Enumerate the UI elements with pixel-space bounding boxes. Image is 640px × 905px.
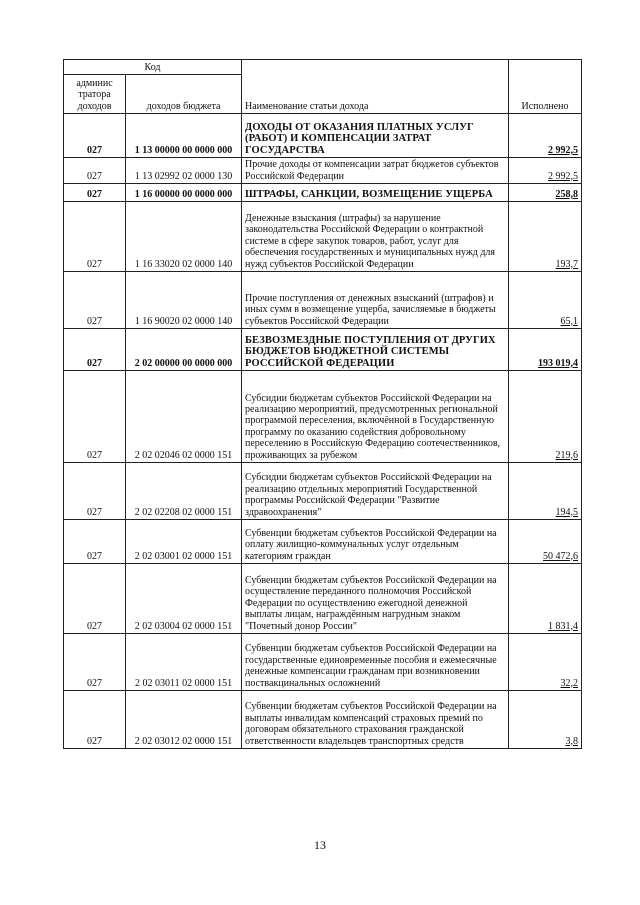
executed-amount-cell: 2 992,5 <box>509 158 582 184</box>
income-code-cell: 1 16 90020 02 0000 140 <box>126 272 242 329</box>
table-row <box>64 158 582 184</box>
income-code-cell: 2 02 03001 02 0000 151 <box>126 520 242 564</box>
admin-code-cell: 027 <box>64 564 126 634</box>
table-row <box>64 272 582 329</box>
executed-amount-cell: 32,2 <box>509 634 582 691</box>
admin-code-cell: 027 <box>64 691 126 749</box>
income-code-cell: 2 02 03011 02 0000 151 <box>126 634 242 691</box>
admin-code-cell: 027 <box>64 520 126 564</box>
revenue-item-name-cell: ДОХОДЫ ОТ ОКАЗАНИЯ ПЛАТНЫХ УСЛУГ (РАБОТ) И КОМПЕНСАЦИИ ЗАТРАТ ГОСУДАРСТВА <box>242 114 509 158</box>
admin-code-cell: 027 <box>64 202 126 272</box>
executed-amount-cell: 194,5 <box>509 463 582 520</box>
admin-code-cell: 027 <box>64 114 126 158</box>
executed-amount-cell: 193,7 <box>509 202 582 272</box>
revenue-item-name-cell: Субвенции бюджетам субъектов Российской Федерации на осуществление переданного полномочия Российской Федерации по осуществлению ежегодной денежной выплаты лицам, награждённым нагрудным знаком "Почетный донор России" <box>242 564 509 634</box>
table-row <box>64 184 582 202</box>
admin-code-cell: 027 <box>64 329 126 371</box>
income-code-cell: 1 16 33020 02 0000 140 <box>126 202 242 272</box>
table-row <box>64 329 582 371</box>
income-code-cell: 2 02 03012 02 0000 151 <box>126 691 242 749</box>
income-code-cell: 1 13 00000 00 0000 000 <box>126 114 242 158</box>
revenue-item-name-cell: ШТРАФЫ, САНКЦИИ, ВОЗМЕЩЕНИЕ УЩЕРБА <box>242 184 509 202</box>
table-row <box>64 463 582 520</box>
header-revenue-item-name: Наименование статьи дохода <box>242 60 509 114</box>
header-code: Код <box>64 60 242 75</box>
admin-code-cell: 027 <box>64 634 126 691</box>
executed-amount-cell: 219,6 <box>509 371 582 463</box>
table-row <box>64 202 582 272</box>
income-code-cell: 1 13 02992 02 0000 130 <box>126 158 242 184</box>
executed-amount-cell: 193 019,4 <box>509 329 582 371</box>
executed-amount-cell: 258,8 <box>509 184 582 202</box>
revenue-item-name-cell: Субсидии бюджетам субъектов Российской Федерации на реализацию мероприятий, предусмотренных региональной программой переселения, включённой в Государственную программу по оказанию содействия добровольному переселению в Российскую Федерацию соотечественников, проживающих за рубежом <box>242 371 509 463</box>
executed-amount-cell: 50 472,6 <box>509 520 582 564</box>
table-row <box>64 520 582 564</box>
executed-amount-cell: 65,1 <box>509 272 582 329</box>
header-executed: Исполнено <box>509 60 582 114</box>
revenue-item-name-cell: Денежные взыскания (штрафы) за нарушение законодательства Российской Федерации о контрактной системе в сфере закупок товаров, работ, услуг для обеспечения государственных и муниципальных нужд для нужд субъектов Российской Федерации <box>242 202 509 272</box>
revenue-item-name-cell: Субвенции бюджетам субъектов Российской Федерации на выплаты инвалидам компенсаций страховых премий по договорам обязательного страхования гражданской ответственности владельцев транспортных средств <box>242 691 509 749</box>
table-row <box>64 114 582 158</box>
revenue-item-name-cell: Субсидии бюджетам субъектов Российской Федерации на реализацию отдельных мероприятий Государственной программы Российской Федерации "Развитие здравоохранения" <box>242 463 509 520</box>
executed-amount-cell: 3,8 <box>509 691 582 749</box>
income-code-cell: 2 02 03004 02 0000 151 <box>126 564 242 634</box>
table-row <box>64 371 582 463</box>
table-row <box>64 691 582 749</box>
admin-code-cell: 027 <box>64 371 126 463</box>
income-code-cell: 2 02 00000 00 0000 000 <box>126 329 242 371</box>
income-code-cell: 1 16 00000 00 0000 000 <box>126 184 242 202</box>
revenue-item-name-cell: Прочие доходы от компенсации затрат бюджетов субъектов Российской Федерации <box>242 158 509 184</box>
revenue-item-name-cell: Прочие поступления от денежных взысканий (штрафов) и иных сумм в возмещение ущерба, зачисляемые в бюджеты субъектов Российской Федерации <box>242 272 509 329</box>
page-number: 13 <box>314 838 326 852</box>
admin-code-cell: 027 <box>64 272 126 329</box>
admin-code-cell: 027 <box>64 463 126 520</box>
revenue-item-name-cell: Субвенции бюджетам субъектов Российской Федерации на государственные единовременные пособия и ежемесячные денежные компенсации гражданам при возникновении поствакцинальных осложнений <box>242 634 509 691</box>
income-code-cell: 2 02 02046 02 0000 151 <box>126 371 242 463</box>
admin-code-cell: 027 <box>64 158 126 184</box>
table-row <box>64 634 582 691</box>
budget-revenue-table <box>63 59 582 749</box>
executed-amount-cell: 2 992,5 <box>509 114 582 158</box>
admin-code-cell: 027 <box>64 184 126 202</box>
income-code-cell: 2 02 02208 02 0000 151 <box>126 463 242 520</box>
header-administrator <box>64 75 126 114</box>
header-income-code: доходов бюджета <box>126 75 242 114</box>
header-administrator-text: админис тратора доходов <box>76 77 113 112</box>
executed-amount-cell: 1 831,4 <box>509 564 582 634</box>
revenue-item-name-cell: БЕЗВОЗМЕЗДНЫЕ ПОСТУПЛЕНИЯ ОТ ДРУГИХ БЮДЖЕТОВ БЮДЖЕТНОЙ СИСТЕМЫ РОССИЙСКОЙ ФЕДЕРАЦИИ <box>242 329 509 371</box>
table-row <box>64 564 582 634</box>
revenue-item-name-cell: Субвенции бюджетам субъектов Российской Федерации на оплату жилищно-коммунальных услуг отдельным категориям граждан <box>242 520 509 564</box>
table-body <box>64 114 582 749</box>
